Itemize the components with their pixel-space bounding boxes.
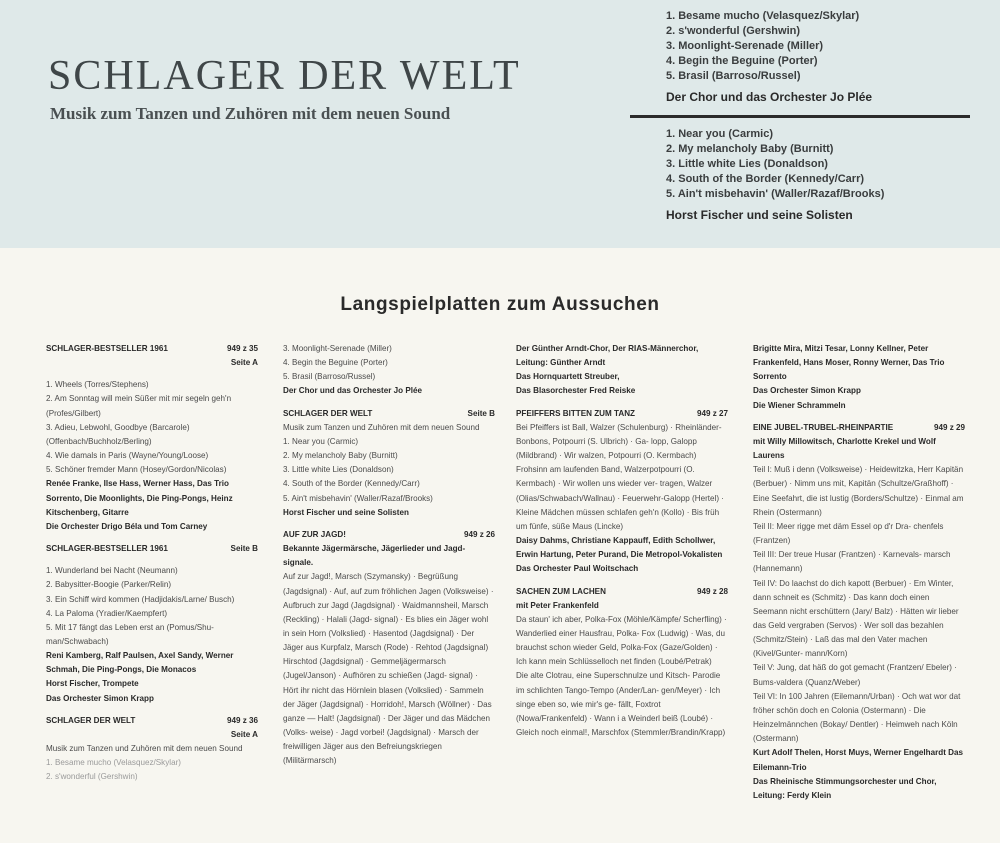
- record-header: [753, 421, 965, 435]
- track-text: Die alte Clotrau, eine Superschnulze und Kitsch- Parodie im schlichten Tango-Tempo (Ander/Lan- gen/Meyer) · Ich singe eben so, wie mir's ge- fällt, Foxtrot (Nowa/Frankenfeld) · Wann i a Weinderl beiß (Loubé) · Gleich noch einmal!, Marschfox (Stemmler/Brandin/Krapp): [516, 671, 726, 738]
- record-title: PFEIFFERS BITTEN ZUM TANZ: [516, 408, 635, 418]
- record-title: SACHEN ZUM LACHEN: [516, 586, 606, 596]
- performers-text: Der Günther Arndt-Chor, Der RIAS-Männerchor, Leitung: Günther Arndt: [516, 344, 699, 368]
- track-text: 5. Schöner fremder Mann (Hosey/Gordon/Nicolas): [46, 465, 227, 475]
- performers-text: Das Orchester Paul Woitschach: [516, 564, 639, 574]
- track-text: Da staun' ich aber, Polka-Fox (Möhle/Kämpfe/ Scherfling) · Wanderlied einer Hausfrau, Polka- Fox (Ludwig) · Was, du brauchst schon wieder Geld, Polka-Fox (Gaze/Golden) · Ich kann mein Schlüsselloch net finden (Loubé/Petrak): [516, 614, 727, 667]
- track-text: 4. South of the Border (Kennedy/Carr): [283, 479, 420, 489]
- record-title: SCHLAGER-BESTSELLER 1961: [46, 344, 168, 353]
- catalog-heading: Langspielplatten zum Aussuchen: [340, 294, 660, 315]
- track-text: 1. Besame mucho (Velasquez/Skylar): [46, 758, 181, 768]
- album-subtitle: Musik zum Tanzen und Zuhören mit dem neuen Sound: [50, 104, 451, 123]
- track-text: Teil III: Der treue Husar (Frantzen) · Karnevals- marsch (Hannemann): [753, 550, 951, 574]
- record-number: Seite B: [230, 544, 258, 554]
- catalog-column-3: [516, 342, 728, 740]
- record-number: 949 z 29: [933, 422, 965, 432]
- spacer: [46, 556, 258, 564]
- record-number: 949 z 26: [463, 529, 495, 539]
- performers-text: Daisy Dahms, Christiane Kappauff, Edith Schollwer, Erwin Hartung, Peter Purand, Die Metropol-Vokalisten: [516, 536, 723, 560]
- record-title: SCHLAGER DER WELT: [46, 715, 136, 725]
- performers-text: mit Peter Frankenfeld: [516, 600, 599, 610]
- track-item: 4. Begin the Beguine (Porter): [666, 55, 818, 67]
- spacer: [516, 399, 728, 407]
- record-title: SCHLAGER DER WELT: [283, 408, 373, 418]
- track-text: 4. La Paloma (Yradier/Kaempfert): [46, 608, 168, 618]
- track-item: 5. Brasil (Barroso/Russel): [666, 70, 801, 82]
- spacer: [283, 520, 495, 528]
- performers-text: Das Blasorchester Fred Reiske: [516, 386, 636, 396]
- spacer: [46, 370, 258, 378]
- performers-text: Das Orchester Simon Krapp: [753, 386, 861, 396]
- record-header: [46, 342, 258, 356]
- track-item: 1. Besame mucho (Velasquez/Skylar): [666, 10, 860, 22]
- performers-text: Bekannte Jägermärsche, Jägerlieder und Jagd- signale.: [283, 544, 466, 568]
- record-header: [516, 407, 728, 421]
- catalog-column-2: [283, 342, 495, 769]
- track-item: 2. My melancholy Baby (Burnitt): [666, 143, 834, 155]
- track-text: 2. Am Sonntag will mein Süßer mit mir segeln geh'n (Profes/Gilbert): [46, 394, 232, 418]
- track-text: 5. Brasil (Barroso/Russel): [283, 372, 376, 382]
- spacer: [283, 399, 495, 407]
- track-item: 3. Moonlight-Serenade (Miller): [666, 40, 824, 52]
- tracklist-artist: Der Chor und das Orchester Jo Plée: [666, 90, 873, 104]
- track-text: 3. Little white Lies (Donaldson): [283, 465, 394, 475]
- track-text: 1. Wunderland bei Nacht (Neumann): [46, 566, 178, 576]
- performers-text: Das Hornquartett Streuber,: [516, 372, 620, 382]
- spacer: [46, 706, 258, 714]
- record-number: 949 z 27: [696, 408, 728, 418]
- track-item: 1. Near you (Carmic): [666, 128, 773, 140]
- performers-text: mit Willy Millowitsch, Charlotte Krekel und Wolf Laurens: [753, 436, 936, 461]
- performers-text: Die Orchester Drigo Béla und Tom Carney: [46, 521, 208, 531]
- track-text: Teil I: Muß i denn (Volksweise) · Heidewitzka, Herr Kapitän (Berbuer) · Nimm uns mit, Kapitän (Schultze/Graßhoff) · Eine Seefahrt, die ist lustig (Borders/Schultze) · Einmal am Rhein (Ostermann): [753, 465, 964, 517]
- record-header: [46, 714, 258, 728]
- performers-text: Das Orchester Simon Krapp: [46, 693, 154, 703]
- track-text: Frohsinn am laufenden Band, Walzerpotpourri (O. Kermbach) · Wir wollen uns wieder ver- tragen, Walzer (Olias/Schwabach/Wallnau) · Feuerwehr-Galopp (Hertel) · Kleine Mädchen müssen schlafen geh'n (Kollo) · Bis früh um fünfe, süße Maus (Lincke): [516, 465, 724, 531]
- track-text: 1. Wheels (Torres/Stephens): [46, 380, 149, 390]
- track-text: 5. Ain't misbehavin' (Waller/Razaf/Brooks): [283, 493, 433, 503]
- record-number: 949 z 28: [696, 586, 728, 596]
- header-panel: [0, 0, 1000, 248]
- record-header: [516, 585, 728, 599]
- spacer: [46, 534, 258, 542]
- performers-text: Der Chor und das Orchester Jo Plée: [283, 386, 422, 396]
- track-text: 4. Begin the Beguine (Porter): [283, 358, 388, 368]
- performers-text: Horst Fischer und seine Solisten: [283, 507, 409, 517]
- track-text: 5. Mit 17 fängt das Leben erst an (Pomus/Shu- man/Schwabach): [46, 622, 214, 646]
- side-label: Seite A: [230, 729, 258, 739]
- track-text: 3. Moonlight-Serenade (Miller): [283, 344, 392, 353]
- track-text: 3. Adieu, Lebwohl, Goodbye (Barcarole) (Offenbach/Buchholz/Berling): [46, 422, 190, 446]
- track-text: 4. Wie damals in Paris (Wayne/Young/Loose): [46, 451, 209, 461]
- record-number: 949 z 36: [226, 715, 258, 725]
- side-label: Seite A: [230, 358, 258, 368]
- spacer: [516, 577, 728, 585]
- divider-rule: [630, 115, 970, 118]
- performers-text: Brigitte Mira, Mitzi Tesar, Lonny Kellner, Peter Frankenfeld, Hans Moser, Ronny Werner, Das Trio Sorrento: [753, 344, 945, 382]
- record-number: 949 z 35: [226, 344, 258, 353]
- spacer: [753, 413, 965, 421]
- record-title: AUF ZUR JAGD!: [283, 529, 346, 539]
- track-text: Teil V: Jung, dat häß do got gemacht (Frantzen/ Ebeler) · Bums-valdera (Quanz/Weber): [753, 663, 957, 687]
- track-item: 4. South of the Border (Kennedy/Carr): [666, 173, 865, 185]
- record-header: [283, 528, 495, 542]
- track-text: 3. Ein Schiff wird kommen (Hadjidakis/Larne/ Busch): [46, 594, 235, 604]
- record-header: [283, 407, 495, 421]
- track-text: Bei Pfeiffers ist Ball, Walzer (Schulenburg) · Rheinländer-Bonbons, Potpourri (S. Ulbrich) · Ga- lopp, Galopp (Mildbrand) · Wir walzen, Potpourri (O. Kermbach): [516, 422, 722, 461]
- track-item: 3. Little white Lies (Donaldson): [666, 158, 828, 170]
- track-text: 1. Near you (Carmic): [283, 436, 359, 446]
- track-item: 2. s'wonderful (Gershwin): [666, 25, 801, 37]
- record-number: Seite B: [467, 408, 495, 418]
- album-title: SCHLAGER DER WELT: [48, 53, 521, 99]
- tracklist-side-a: [666, 9, 996, 104]
- performers-text: Horst Fischer, Trompete: [46, 679, 139, 689]
- tracklist-artist: Horst Fischer und seine Solisten: [666, 208, 853, 222]
- track-text: 2. s'wonderful (Gershwin): [46, 772, 138, 782]
- track-text: Musik zum Tanzen und Zuhören mit dem neuen Sound: [283, 422, 480, 432]
- record-title: EINE JUBEL-TRUBEL-RHEINPARTIE: [753, 422, 894, 432]
- track-item: 5. Ain't misbehavin' (Waller/Razaf/Brooks): [666, 188, 885, 200]
- track-text: Teil VI: In 100 Jahren (Eilemann/Urban) · Och wat wor dat fröher schön doch en Colonia (Ostermann) · Die Heinzelmännchen (Bokay/ Dentler) · Heimweh nach Köln (Ostermann): [753, 691, 961, 744]
- track-text: Auf zur Jagd!, Marsch (Szymansky) · Begrüßung (Jagdsignal) · Auf, auf zum fröhlichen Jagen (Volksweise) · Aufbruch zur Jagd (Jagdsignal) · Waidmannsheil, Marsch (Reckling) · Halali (Jagd- signal) · Es blies ein Jäger wohl in sein Horn (Volkslied) · Hasentod (Jagdsignal) · Der Jäger aus Kurpfalz, Marsch (Rode) · Rehtod (Jagdsignal) Hirschtod (Jagdsignal) · Gemmeljägermarsch (Jugel/Janson) · Aufhören zu schießen (Jagd- signal) · Hört ihr nicht das Hörnlein blasen (Volkslied) · Sammeln der Jäger (Jagdsignal) · Horridoh!, Marsch (Wöllner) · Das ganze — Halt! (Jagdsignal) · Der Jäger und das Mädchen (Volks- weise) · Jagd vorbei! (Jagdsignal) · Marsch der freiwilligen Jäger aus den Befreiungskriegen (Militärmarsch): [283, 572, 494, 766]
- track-text: 2. My melancholy Baby (Burnitt): [283, 451, 398, 461]
- performers-text: Renée Franke, Ilse Hass, Werner Hass, Das Trio Sorrento, Die Moonlights, Die Ping-Pongs, Heinz Kitschenberg, Gitarre: [46, 479, 233, 517]
- tracklist-side-b: [666, 127, 996, 222]
- track-text: Musik zum Tanzen und Zuhören mit dem neuen Sound: [46, 744, 243, 754]
- performers-text: Reni Kamberg, Ralf Paulsen, Axel Sandy, Werner Schmah, Die Ping-Pongs, Die Monacos: [46, 651, 234, 675]
- track-text: 2. Babysitter-Boogie (Parker/Relin): [46, 580, 172, 590]
- performers-text: Das Rheinische Stimmungsorchester und Chor, Leitung: Ferdy Klein: [753, 776, 937, 800]
- track-text: Teil II: Meer rigge met däm Essel op d'r Dra- chenfels (Frantzen): [753, 521, 944, 546]
- record-title: SCHLAGER-BESTSELLER 1961: [46, 544, 168, 554]
- catalog-column-1: [46, 342, 258, 785]
- track-text: Teil IV: Do laachst do dich kapott (Berbuer) · Em Winter, dann schneit es (Schmitz) · Das kann doch einen Seemann nicht erschüttern (Jary/ Balz) · Hätten wir lieber das Geld vergraben (Servos) · Wer soll das bezahlen (Schmitz/Stein) · Laß das mal den Vater machen (Kivel/Gunter- mann/Korn): [753, 578, 959, 659]
- performers-text: Kurt Adolf Thelen, Horst Muys, Werner Engelhardt Das Eilemann-Trio: [753, 748, 964, 772]
- record-header: [46, 542, 258, 556]
- performers-text: Die Wiener Schrammeln: [753, 400, 846, 410]
- catalog-column-4: [753, 342, 965, 803]
